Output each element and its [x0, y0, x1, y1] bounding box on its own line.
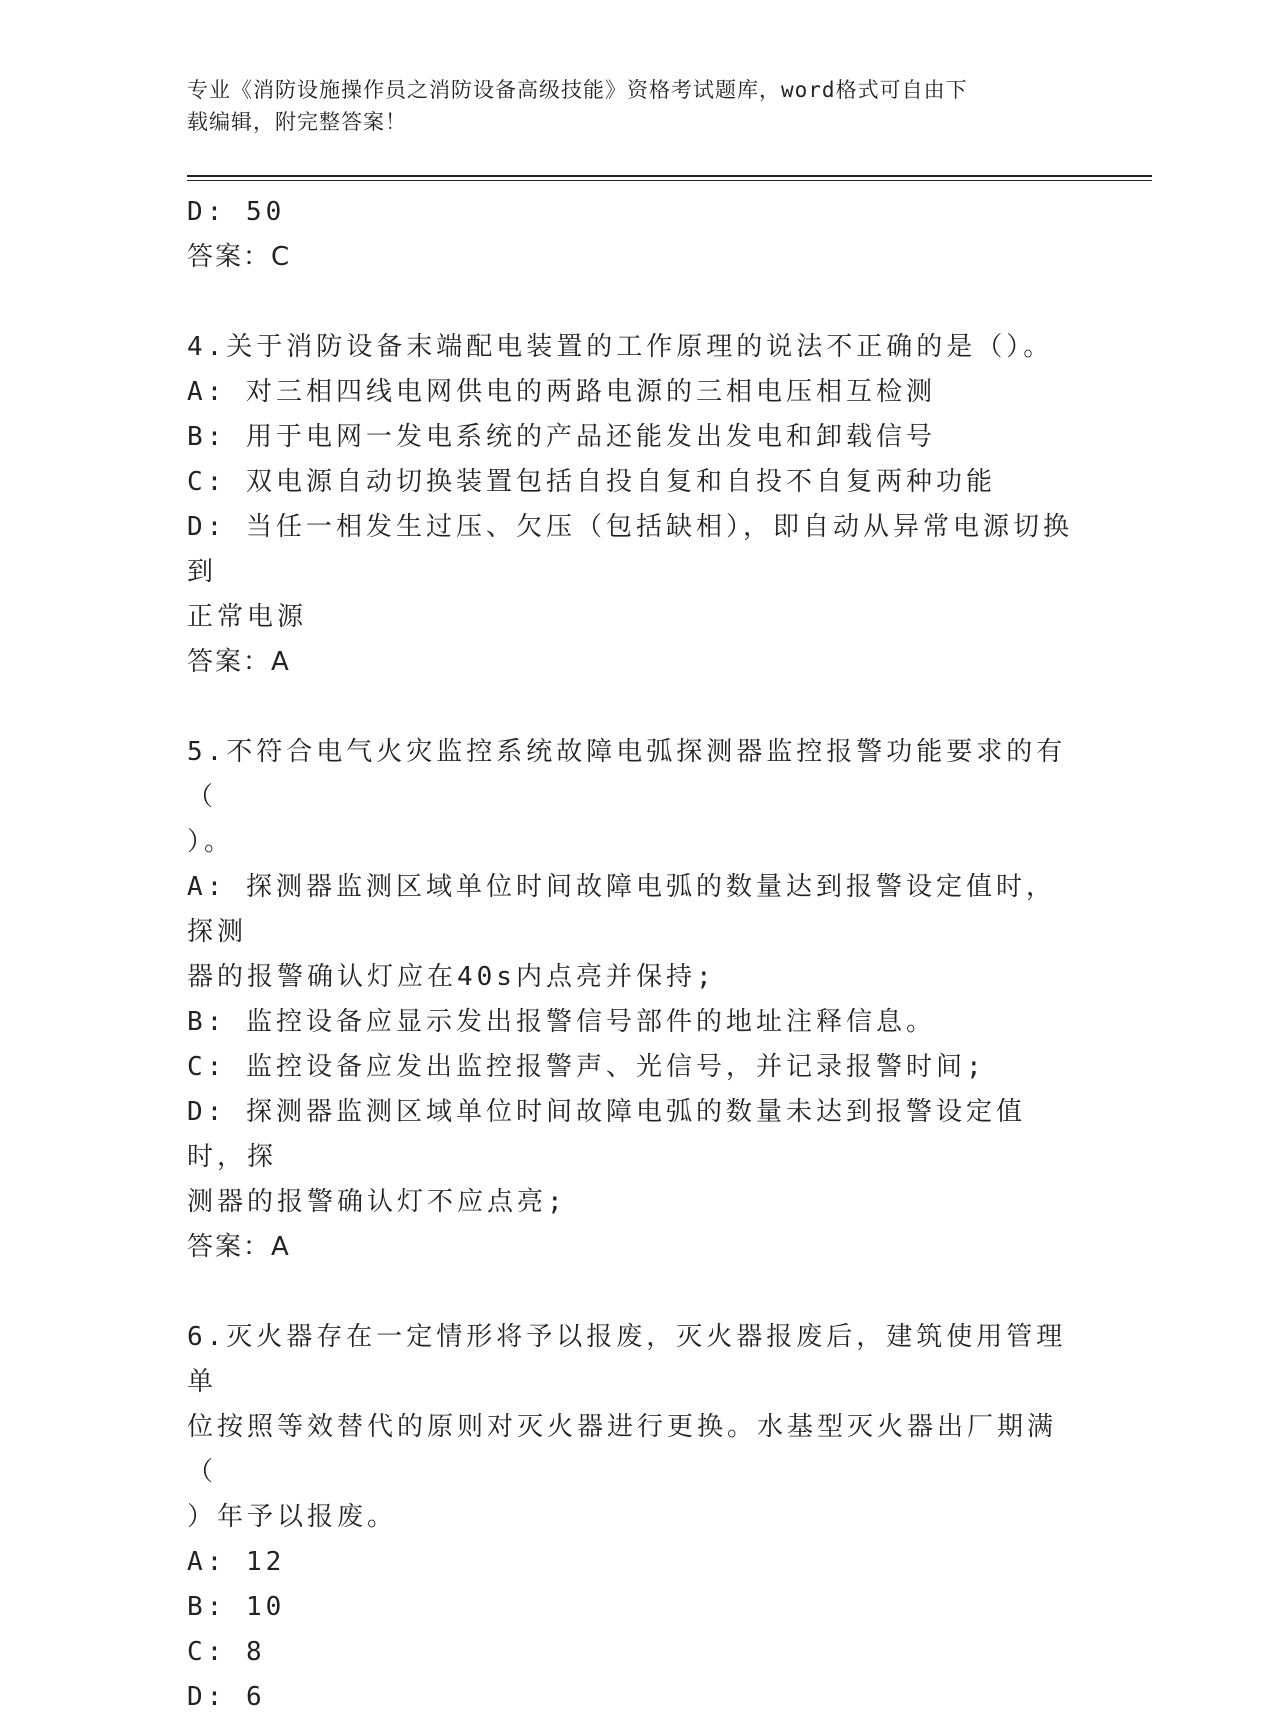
- q4-option-a: A: 对三相四线电网供电的两路电源的三相电压相互检测: [187, 377, 936, 407]
- document-header: [187, 74, 1067, 138]
- q6-option-c: C: 8: [187, 1637, 266, 1667]
- q6-stem-line-1: 6.灭火器存在一定情形将予以报废，灭火器报废后，建筑使用管理单: [187, 1322, 1067, 1397]
- q3-answer: 答案：C: [187, 242, 292, 272]
- q5-stem-line-2: ）。: [187, 827, 235, 857]
- header-rule-thick: [187, 175, 1152, 177]
- question-5: [187, 730, 1077, 1270]
- header-line-2: 载编辑，附完整答案！: [187, 110, 407, 134]
- q6-option-d: D: 6: [187, 1682, 266, 1712]
- question-6: [187, 1315, 1077, 1720]
- header-rule-thin: [187, 180, 1152, 181]
- q4-option-b: B: 用于电网一发电系统的产品还能发出发电和卸载信号: [187, 422, 936, 452]
- q4-option-d-line-1: D: 当任一相发生过压、欠压（包括缺相），即自动从异常电源切换到: [187, 512, 1073, 587]
- q4-answer: 答案：A: [187, 647, 291, 677]
- q5-option-c: C: 监控设备应发出监控报警声、光信号，并记录报警时间;: [187, 1052, 986, 1082]
- q5-answer: 答案：A: [187, 1232, 291, 1262]
- q5-option-b: B: 监控设备应显示发出报警信号部件的地址注释信息。: [187, 1007, 936, 1037]
- q3-option-d: D: 50: [187, 197, 286, 227]
- spacer: [187, 280, 1077, 325]
- question-3-tail: [187, 190, 1077, 280]
- q4-stem: 4.关于消防设备末端配电装置的工作原理的说法不正确的是（）。: [187, 332, 1054, 362]
- header-line-1: 专业《消防设施操作员之消防设备高级技能》资格考试题库，word格式可自由下: [187, 78, 968, 102]
- q6-stem-line-3: ）年予以报废。: [187, 1502, 398, 1532]
- q6-stem-line-2: 位按照等效替代的原则对灭火器进行更换。水基型灭火器出厂期满（: [187, 1412, 1058, 1487]
- q6-option-b: B: 10: [187, 1592, 286, 1622]
- spacer: [187, 685, 1077, 730]
- q4-option-d-line-2: 正常电源: [187, 602, 308, 632]
- q5-stem-line-1: 5.不符合电气火灾监控系统故障电弧探测器监控报警功能要求的有（: [187, 737, 1067, 812]
- document-body: [187, 190, 1077, 1720]
- q5-option-d-line-1: D: 探测器监测区域单位时间故障电弧的数量未达到报警设定值时，探: [187, 1097, 1026, 1172]
- spacer: [187, 1270, 1077, 1315]
- q5-option-a-line-2: 器的报警确认灯应在40s内点亮并保持;: [187, 962, 716, 992]
- q4-option-c: C: 双电源自动切换装置包括自投自复和自投不自复两种功能: [187, 467, 996, 497]
- question-4: [187, 325, 1077, 685]
- q6-option-a: A: 12: [187, 1547, 286, 1577]
- q5-option-d-line-2: 测器的报警确认灯不应点亮;: [187, 1187, 567, 1217]
- q5-option-a-line-1: A: 探测器监测区域单位时间故障电弧的数量达到报警设定值时，探测: [187, 872, 1056, 947]
